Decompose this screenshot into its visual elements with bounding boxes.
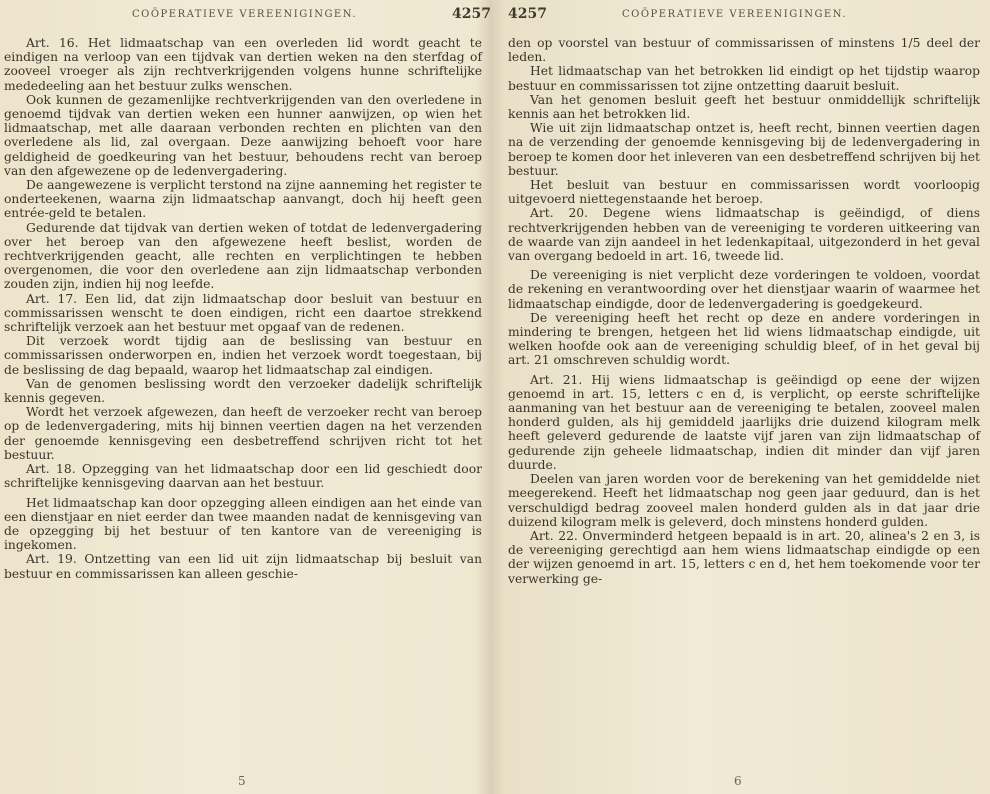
paragraph: Wordt het verzoek afgewezen, dan heeft de verzoeker recht van beroep op de ledenvergadering, mits hij binnen veertien dagen na het verzenden der genoemde kennisgeving een desbetreffend schrijven richt tot het bestuur. [4,405,482,462]
paragraph: Van het genomen besluit geeft het bestuur onmiddellijk schriftelijk kennis aan het betrokken lid. [508,92,980,122]
paragraph: Ook kunnen de gezamenlijke rechtverkrijgenden van den overledene in genoemd tijdvak van dertien weken een hunner aanwijzen, op wien het lidmaatschap, met alle daaraan verbonden rechten en plichten van den overledene als lid, zal overgaan. Deze aanwijzing behoeft voor hare geldigheid de goedkeuring van het bestuur, behoudens recht van beroep van den afgewezene op de ledenvergadering. [4,92,482,178]
paragraph: Art. 18. Opzegging van het lidmaatschap door een lid geschiedt door schriftelijke kennisgeving daarvan aan het bestuur. [4,462,482,491]
paragraph: Art. 16. Het lidmaatschap van een overleden lid wordt geacht te eindigen na verloop van een tijdvak van dertien weken na den sterfdag of zooveel vroeger als zijn rechtverkrijgenden volgens hunne schriftelijke mededeeling aan het bestuur zulks wenschen. [4,36,482,93]
page-number: 4257 [452,6,491,22]
page-footer-number: 5 [238,774,246,788]
paragraph: Deelen van jaren worden voor de berekening van het gemiddelde niet meegerekend. Heeft het lidmaatschap nog geen jaar geduurd, dan is het verschuldigd bedrag zooveel malen honderd gulden als in dat jaar drie duizend kilogram melk is geleverd, doch minstens honderd gulden. [508,472,980,529]
paragraph: Dit verzoek wordt tijdig aan de beslissing van bestuur en commissarissen onderworpen en, indien het verzoek wordt toegestaan, bij de beslissing de dag bepaald, waarop het lidmaatschap zal eindigen. [4,334,482,377]
paragraph: Wie uit zijn lidmaatschap ontzet is, heeft recht, binnen veertien dagen na de verzending der genoemde kennisgeving bij de ledenvergadering in beroep te komen door het inleveren van een desbetreffend schrijven bij het bestuur. [508,121,980,178]
left-page [0,0,492,794]
paragraph: Art. 21. Hij wiens lidmaatschap is geëindigd op eene der wijzen genoemd in art. 15, letters c en d, is verplicht, op eerste schriftelijke aanmaning van het bestuur aan de vereeniging te betalen, zooveel malen honderd gulden, als hij gemiddeld jaarlijks drie duizend kilogram melk heeft geleverd gedurende de laatste vijf jaren van zijn lidmaatschap of gedurende zijn geheele lidmaatschap, indien dit minder dan vijf jaren duurde. [508,372,980,472]
paragraph: Het besluit van bestuur en commissarissen wordt voorloopig uitgevoerd niettegenstaande het beroep. [508,178,980,207]
paragraph: den op voorstel van bestuur of commissarissen of minstens 1/5 deel der leden. [508,36,980,65]
running-header: COÖPERATIEVE VEREENIGINGEN. [622,9,848,20]
paragraph: Gedurende dat tijdvak van dertien weken of totdat de ledenvergadering over het beroep van den afgewezene heeft beslist, worden de rechtverkrijgenden geacht, alle rechten en verplichtingen te hebben overgenomen, die voor den overledene aan zijn lidmaatschap verbonden zouden zijn, indien hij nog leefde. [4,220,482,292]
page-number: 4257 [508,6,547,22]
paragraph: De vereeniging is niet verplicht deze vorderingen te voldoen, voordat de rekening en verantwoording over het dienstjaar waarin of waarmee het lidmaatschap eindigde, door de ledenvergadering is goedgekeurd. [508,268,980,311]
page-text [508,36,980,586]
paragraph: De vereeniging heeft het recht op deze en andere vorderingen in mindering te brengen, hetgeen het lid wiens lidmaatschap eindigde, uit welken hoofde ook aan de vereeniging schuldig bleef, of in het geval bij art. 21 omschreven schuldig wordt. [508,310,980,368]
paragraph: Art. 20. Degene wiens lidmaatschap is geëindigd, of diens rechtverkrijgenden hebben van de vereeniging te vorderen uitkeering van de waarde van zijn aandeel in het ledenkapitaal, uitgezonderd in het geval van overgang bedoeld in art. 16, tweede lid. [508,206,980,264]
right-page [498,0,990,794]
paragraph: Art. 17. Een lid, dat zijn lidmaatschap door besluit van bestuur en commissarissen wenscht te doen eindigen, richt een daartoe strekkend schriftelijk verzoek aan het bestuur met opgaaf van de redenen. [4,291,482,335]
paragraph: Het lidmaatschap kan door opzegging alleen eindigen aan het einde van een dienstjaar en niet eerder dan twee maanden nadat de kennisgeving van de opzegging bij het bestuur of ten kantore van de vereeniging is ingekomen. [4,495,482,553]
paragraph: Het lidmaatschap van het betrokken lid eindigt op het tijdstip waarop bestuur en commissarissen tot zijne ontzetting daaruit besluit. [508,64,980,93]
page-text [4,36,482,581]
paragraph: Van de genomen beslissing wordt den verzoeker dadelijk schriftelijk kennis gegeven. [4,376,482,406]
page-footer-number: 6 [734,774,742,788]
running-header: COÖPERATIEVE VEREENIGINGEN. [132,9,358,20]
paragraph: De aangewezene is verplicht terstond na zijne aanneming het register te onderteekenen, waarna zijn lidmaatschap aanvangt, doch hij heeft geen entrée-geld te betalen. [4,178,482,221]
paragraph: Art. 22. Onverminderd hetgeen bepaald is in art. 20, alinea's 2 en 3, is de vereeniging gerechtigd aan hem wiens lidmaatschap eindigde op een der wijzen genoemd in art. 15, letters c en d, het hem toekomende voor ter verwerking ge- [508,528,980,586]
paragraph: Art. 19. Ontzetting van een lid uit zijn lidmaatschap bij besluit van bestuur en commissarissen kan alleen geschie- [4,552,482,581]
